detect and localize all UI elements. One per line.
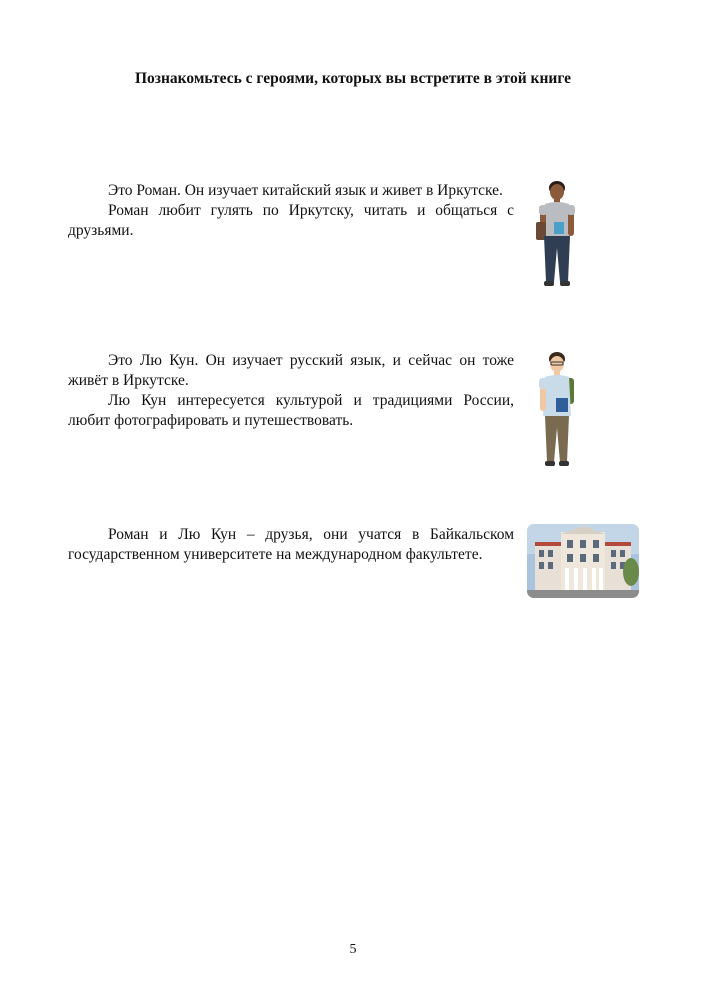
paragraph: Роман и Лю Кун – друзья, они учатся в Байкальском государственном университете на международном факультете. bbox=[68, 526, 514, 563]
page-number: 5 bbox=[349, 942, 357, 957]
page-title: Познакомьтесь с героями, которых вы встретите в этой книге bbox=[134, 70, 572, 87]
paragraph: Это Лю Кун. Он изучает русский язык, и сейчас он тоже живёт в Иркутске. bbox=[68, 352, 514, 389]
liu-kun-description bbox=[68, 351, 514, 431]
friends-description bbox=[68, 525, 514, 565]
paragraph: Это Роман. Он изучает китайский язык и живет в Иркутске. bbox=[108, 182, 503, 199]
paragraph: Лю Кун интересуется культурой и традициями России, любит фотографировать и путешествовать. bbox=[68, 392, 514, 429]
university-building-image bbox=[527, 524, 639, 598]
paragraph: Роман любит гулять по Иркутску, читать и общаться с друзьями. bbox=[68, 202, 514, 239]
roman-illustration bbox=[528, 178, 588, 290]
liu-kun-illustration bbox=[528, 350, 588, 472]
roman-description bbox=[68, 181, 514, 241]
